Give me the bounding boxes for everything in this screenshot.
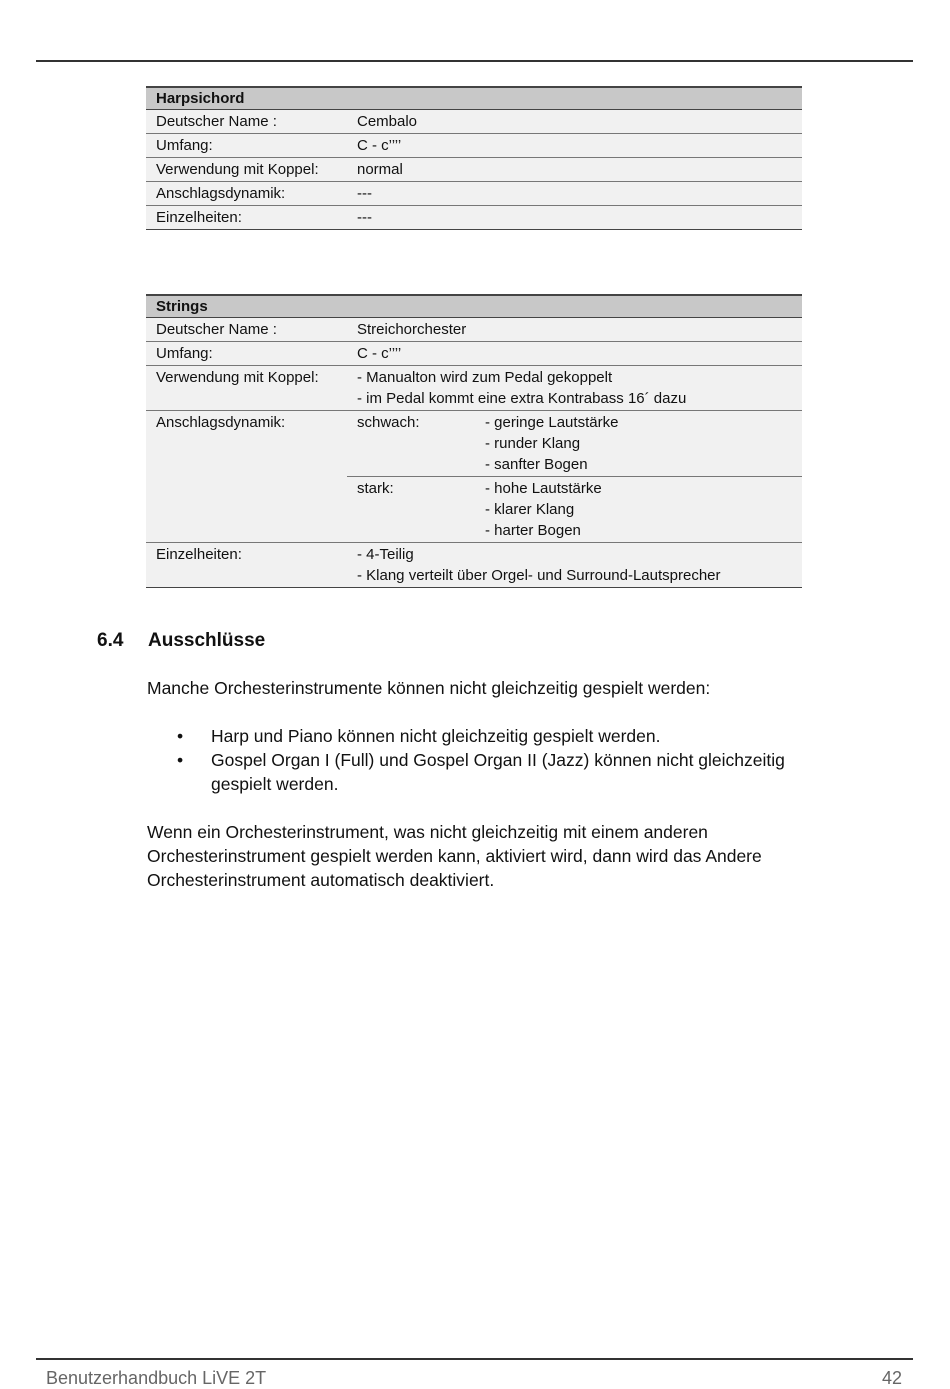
table-row: [146, 318, 802, 342]
table-row: [146, 110, 802, 134]
header-rule: [36, 60, 913, 62]
row-label: Deutscher Name :: [146, 110, 347, 134]
table-header-row: [146, 87, 802, 110]
footer-rule: [36, 1358, 913, 1360]
row-label: Einzelheiten:: [146, 206, 347, 230]
table-row: [146, 543, 802, 588]
table-row: [146, 182, 802, 206]
row-value: ---: [347, 182, 802, 206]
row-value: [347, 366, 802, 411]
bullet-icon: •: [177, 750, 184, 770]
table-title: Harpsichord: [146, 87, 802, 110]
sub-label: schwach:: [347, 411, 475, 477]
value-line: - runder Klang: [485, 435, 581, 452]
table-header-row: [146, 295, 802, 318]
row-value: normal: [347, 158, 802, 182]
row-value: Streichorchester: [347, 318, 802, 342]
table-row: [146, 411, 802, 477]
row-value: [475, 477, 802, 543]
value-line: - im Pedal kommt eine extra Kontrabass 16´ dazu: [357, 390, 687, 407]
row-label: [146, 477, 347, 543]
value-line: - klarer Klang: [485, 501, 575, 518]
table-row: [146, 366, 802, 411]
list-item: [147, 724, 807, 748]
table-row: [146, 134, 802, 158]
row-value: ---: [347, 206, 802, 230]
value-line: - harter Bogen: [485, 522, 581, 539]
page-number: 42: [881, 1368, 902, 1388]
conclusion-paragraph: Wenn ein Orchesterinstrument, was nicht gleichzeitig mit einem anderen Orchesterinstrument gespielt werden kann, aktiviert wird, dann wird das Andere Orchesterinstrument automatisch deaktiviert.: [147, 822, 762, 890]
footer-title: Benutzerhandbuch LiVE 2T: [46, 1368, 267, 1388]
value-line: - Manualton wird zum Pedal gekoppelt: [357, 369, 613, 386]
value-line: - hohe Lautstärke: [485, 480, 602, 497]
table-row: [146, 206, 802, 230]
row-label: Einzelheiten:: [146, 543, 347, 588]
table-row: [146, 477, 802, 543]
harpsichord-table: [146, 86, 802, 230]
row-label: Umfang:: [146, 342, 347, 366]
list-item-text: Gospel Organ I (Full) und Gospel Organ II (Jazz) können nicht gleichzeitig gespielt werden.: [211, 750, 785, 794]
list-item: [147, 748, 807, 796]
table-row: [146, 342, 802, 366]
row-value: C - c’’’’: [347, 134, 802, 158]
row-label: Anschlagsdynamik:: [146, 182, 347, 206]
value-line: - Klang verteilt über Orgel- und Surround-Lautsprecher: [357, 567, 721, 584]
section-title: Ausschlüsse: [148, 630, 266, 651]
table-title: Strings: [146, 295, 802, 318]
list-item-text: Harp und Piano können nicht gleichzeitig gespielt werden.: [211, 726, 661, 746]
row-label: Verwendung mit Koppel:: [146, 366, 347, 411]
exclusion-list: [147, 724, 807, 796]
value-line: - sanfter Bogen: [485, 456, 588, 473]
row-label: Verwendung mit Koppel:: [146, 158, 347, 182]
table-row: [146, 158, 802, 182]
bullet-icon: •: [177, 726, 184, 746]
row-value: [475, 411, 802, 477]
row-label: Umfang:: [146, 134, 347, 158]
value-line: - geringe Lautstärke: [485, 414, 619, 431]
value-line: - 4-Teilig: [357, 546, 414, 563]
section-heading: [97, 629, 265, 653]
row-value: [347, 543, 802, 588]
row-label: Anschlagsdynamik:: [146, 411, 347, 477]
section-number: 6.4: [97, 630, 124, 651]
row-value: Cembalo: [347, 110, 802, 134]
row-value: C - c’’’’: [347, 342, 802, 366]
strings-table: [146, 294, 802, 588]
intro-paragraph: Manche Orchesterinstrumente können nicht gleichzeitig gespielt werden:: [147, 678, 711, 698]
row-label: Deutscher Name :: [146, 318, 347, 342]
sub-label: stark:: [347, 477, 475, 543]
